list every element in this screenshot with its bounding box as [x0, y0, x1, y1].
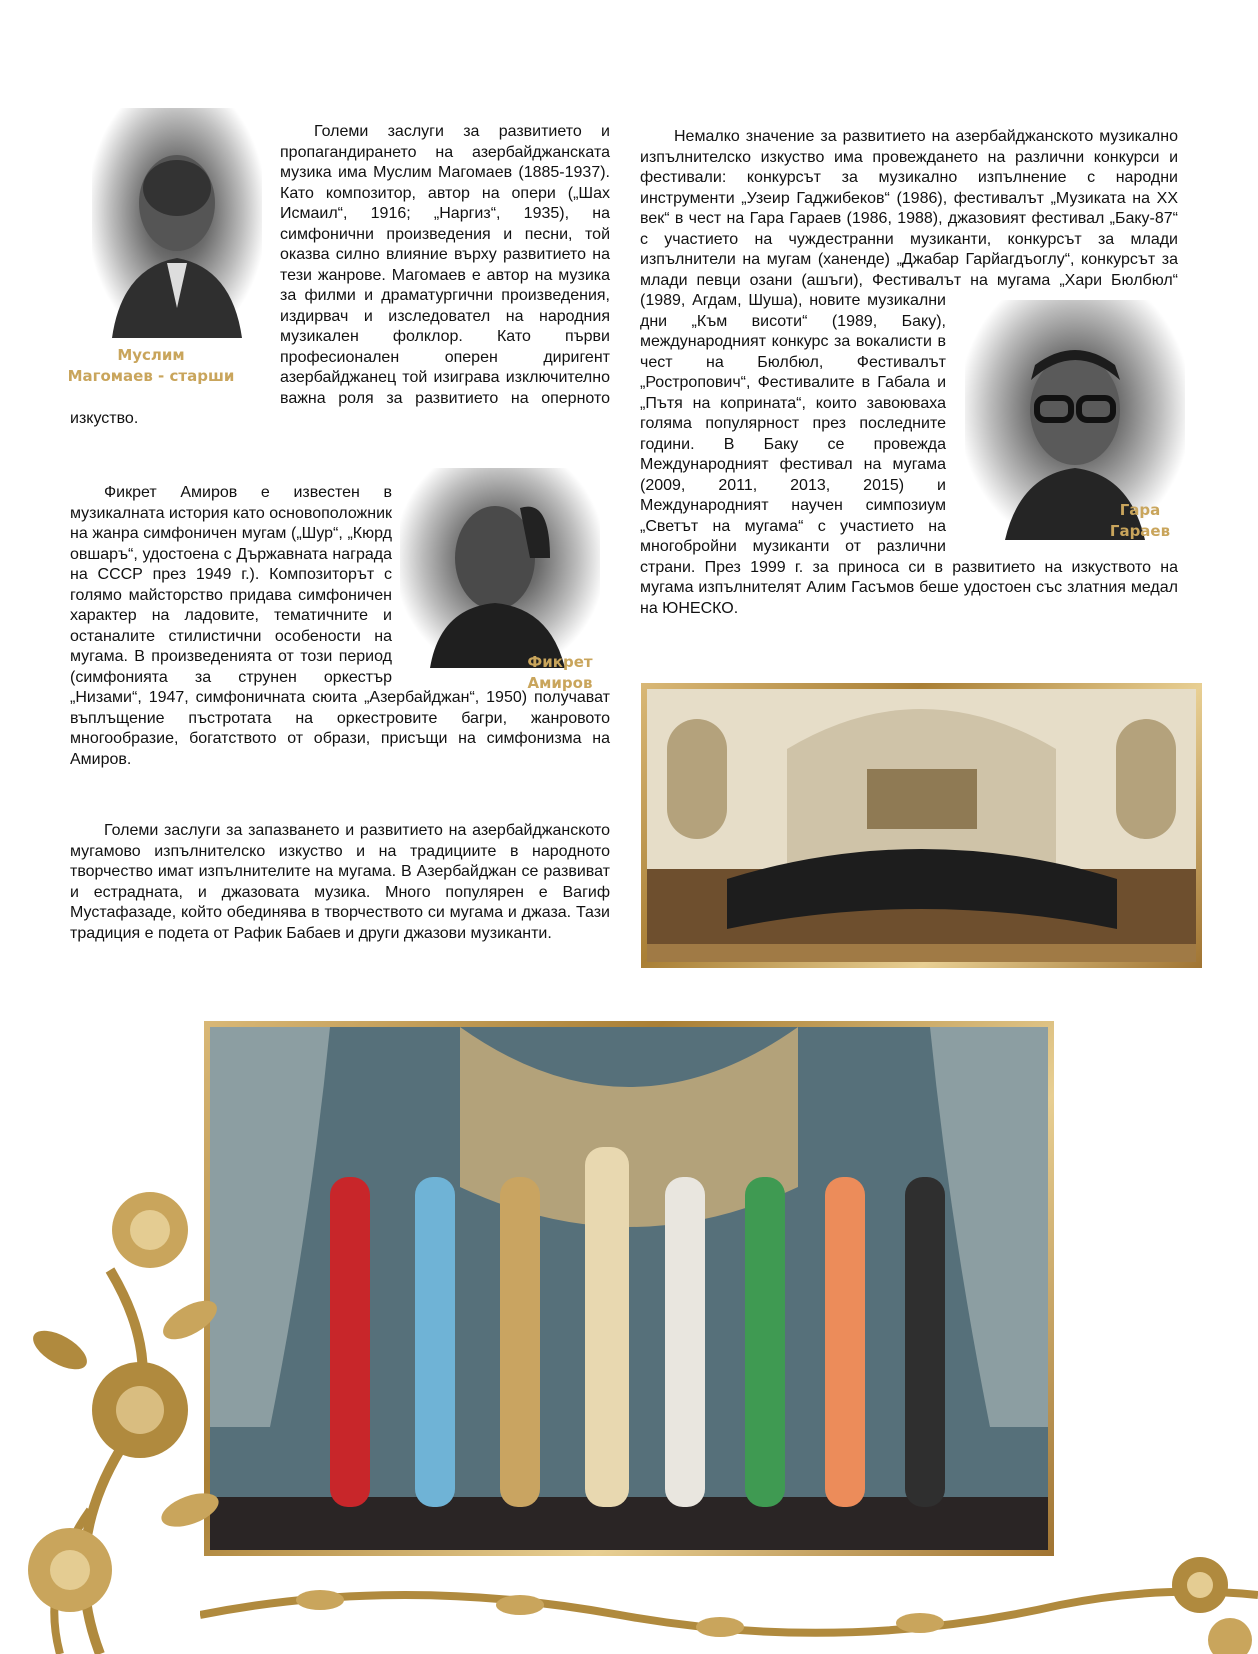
left-paragraph-1-text: Големи заслуги за развитието и пропагандирането на азербайджанската музика има Муслим Магомаев (1885-1937). Като композитор, автор на опери („Шах Исмаил“, 1916; „Наргиз“, 1935), на симфонични произведения и песни, той оказва силно влияние върху развитието на тези жанрове. Магомаев е автор на музика за филми и драматургични произведения, издирвач и изследовател на народния музикален фолклор. Като първи професионален оперен диригент азербайджанец той изиграва изключително важна роля за развитието на оперното изкуство.: [70, 123, 610, 427]
caption-fikret-line2: Амиров: [527, 674, 593, 692]
left-paragraph-3: [70, 821, 610, 944]
ballet-photo: [204, 1021, 1054, 1556]
caption-fikret-line1: Фикрет: [527, 653, 593, 671]
right-paragraph-1-text: Немалко значение за развитието на азербайджанското музикално изпълнителско изкуство има провеждането на различни конкурси и фестивали: конкурсът за музикално изпълнение с народни инструменти „Узеир Гаджибеков“ (1986), фестивалът „Музиката на XX век“ в чест на Гара Гараев (1986, 1988), джазовият фестивал „Баку-87“ с участието на чуждестранни музиканти, конкурсът за млади изпълнители на мугам (ханенде) „Джабар Гарйагдъоглу“, конкурсът за млади певци озани (ашъги), Фестивалът на мугама „Хари Бюлбюл“ (1989, Агдам, Шуша), новите музикални дни „Към висоти“ (1989, Баку), международният конкурс за вокалисти в чест на Бюлбюл, Фестивалът „Ростропович“, Фестивалите в Габала и „Пътя на коприната“, които завоюваха голяма популярност през последните години. В Баку се провежда Международният фестивал на мугама (2009, 2011, 2013, 2015) и Международният научен симпозиум „Светът на мугама“ с участието на многобройни музиканти от различни страни. През 1999 г. за приноса си в развитието на изкуството на мугама изпълнителят Алим Гасъмов беше удостоен със златния медал на ЮНЕСКО.: [640, 128, 1178, 617]
ballet-scene-icon: [210, 1027, 1048, 1550]
caption-muslim-line2: Магомаев - старши: [67, 367, 235, 385]
caption-gara-line2: Гараев: [1109, 522, 1171, 540]
left-paragraph-2-text: Фикрет Амиров е известен в музикалната история като основоположник на жанра симфоничен мугам („Шур“, „Кюрд овшаръ“, удостоена с Държавната награда на СССР през 1949 г.). Композиторът с голямо майсторство придава симфоничен характер на ладовите, тематичните и останалите стилистични особености на мугама. В произведенията от този период (симфонията за струнен оркестър „Низами“, 1947, симфоничната сюита „Азербайджан“, 1950) получават въплъщение пъстротата на оркестровите багри, жанровото многообразие, богатството от образи, присъщи на симфонизма на Амиров.: [70, 484, 610, 768]
left-paragraph-2: [70, 483, 610, 770]
orchestra-scene-icon: [647, 689, 1196, 962]
left-paragraph-1: [70, 122, 610, 430]
gold-vine-ornament-bottom: [200, 1555, 1258, 1654]
caption-muslim-line1: Муслим: [117, 346, 185, 364]
caption-gara-line1: Гара: [1119, 501, 1161, 519]
left-paragraph-3-text: Големи заслуги за запазването и развитието на азербайджанското мугамово изпълнителско изкуство и на традициите в народното творчество имат изпълнителите на мугама. В Азербайджан се развиват и естрадната, и джазовата музика. Много популярен е Вагиф Мустафазаде, който обединява в творчеството си мугама и джаза. Тази традиция е подета от Рафик Бабаев и други джазови музиканти.: [70, 822, 610, 942]
orchestra-photo: [641, 683, 1202, 968]
right-paragraph-1: [640, 127, 1178, 619]
